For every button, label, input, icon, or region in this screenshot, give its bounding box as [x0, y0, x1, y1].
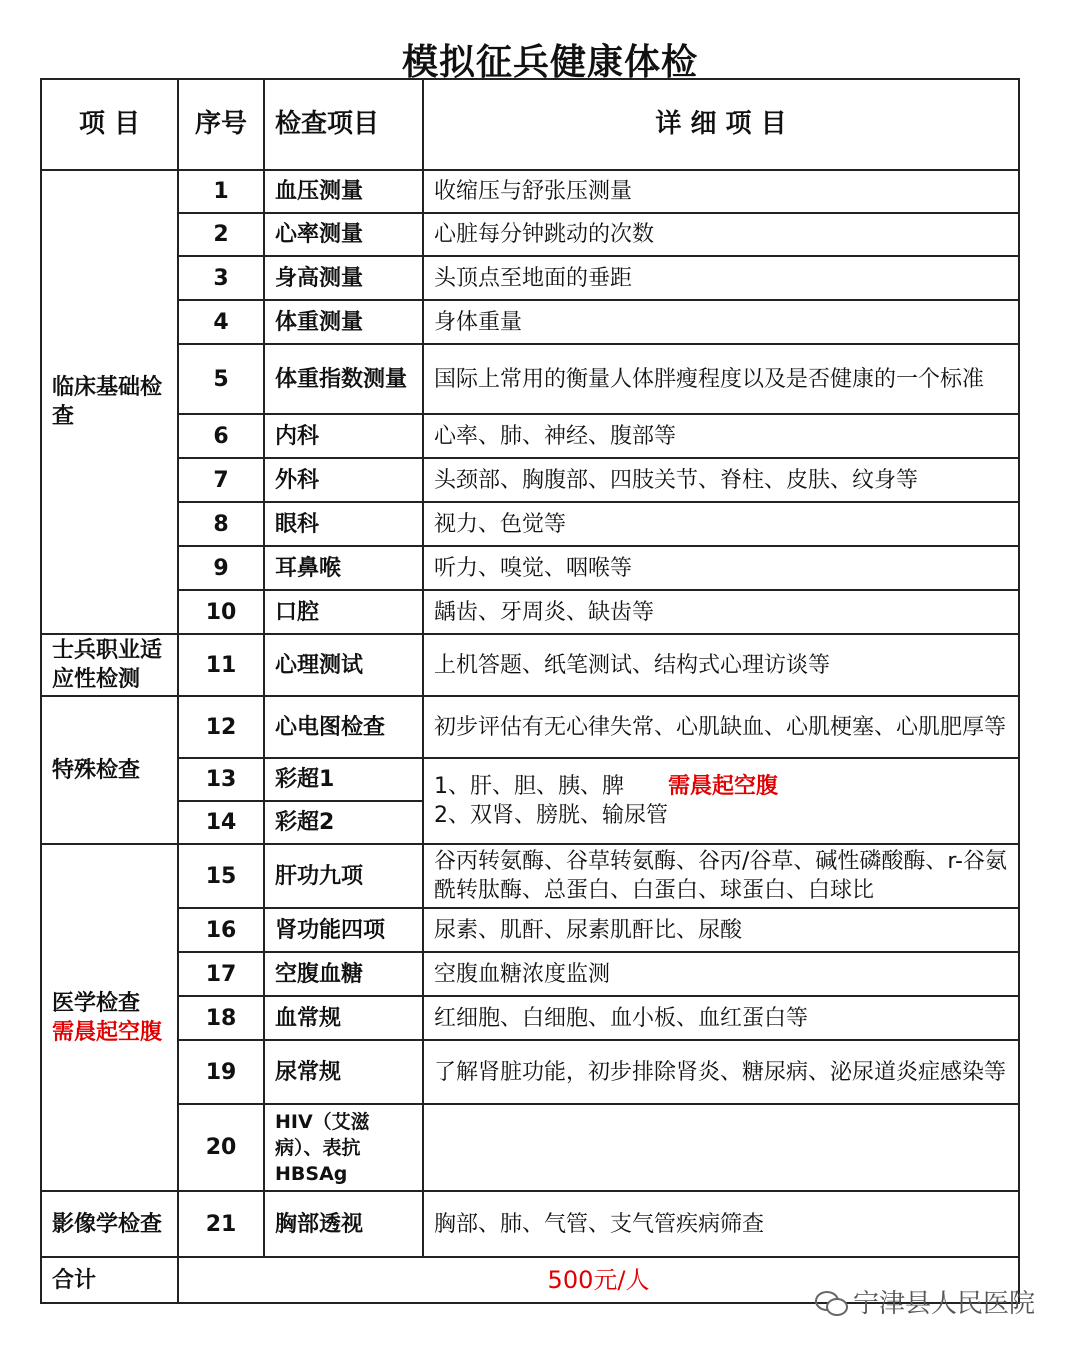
category-clinical: 临床基础检查 [41, 170, 178, 634]
row-item: 身高测量 [264, 256, 423, 300]
row-detail: 听力、嗅觉、咽喉等 [423, 546, 1019, 590]
table-row [41, 996, 1019, 1040]
row-item: 血常规 [264, 996, 423, 1040]
total-label: 合计 [41, 1257, 178, 1303]
row-number: 13 [178, 758, 264, 801]
row-item: 体重指数测量 [264, 344, 423, 414]
ultrasound-detail-1: 1、肝、胆、胰、脾 [434, 774, 624, 799]
row-item: 血压测量 [264, 170, 423, 213]
row-item: 耳鼻喉 [264, 546, 423, 590]
row-detail: 视力、色觉等 [423, 502, 1019, 546]
page-title: 模拟征兵健康体检 [401, 42, 698, 83]
row-number: 21 [178, 1191, 264, 1257]
row-item: HIV（艾滋病）、表抗HBSAg [264, 1104, 423, 1191]
row-detail: 初步评估有无心律失常、心肌缺血、心肌梗塞、心肌肥厚等 [423, 696, 1019, 758]
row-item: 尿常规 [264, 1040, 423, 1104]
row-detail: 红细胞、白细胞、血小板、血红蛋白等 [423, 996, 1019, 1040]
row-detail: 上机答题、纸笔测试、结构式心理访谈等 [423, 634, 1019, 696]
row-detail: 头颈部、胸腹部、四肢关节、脊柱、皮肤、纹身等 [423, 458, 1019, 502]
table-row [41, 546, 1019, 590]
table-row [41, 213, 1019, 256]
row-item: 眼科 [264, 502, 423, 546]
row-item: 心电图检查 [264, 696, 423, 758]
row-item: 口腔 [264, 590, 423, 634]
health-check-table [40, 78, 1020, 1304]
table-row [41, 908, 1019, 952]
category-imaging: 影像学检查 [41, 1191, 178, 1257]
header-category: 项 目 [41, 79, 178, 170]
table-row [41, 300, 1019, 344]
table-row [41, 256, 1019, 300]
category-medical-label: 医学检查 [52, 990, 141, 1016]
row-detail: 身体重量 [423, 300, 1019, 344]
table-row [41, 1040, 1019, 1104]
table-row [41, 590, 1019, 634]
row-item: 心率测量 [264, 213, 423, 256]
row-number: 17 [178, 952, 264, 996]
category-medical [41, 844, 178, 1191]
ultrasound-detail-2: 2、双肾、膀胱、输尿管 [434, 803, 668, 828]
row-item: 心理测试 [264, 634, 423, 696]
category-aptitude: 士兵职业适应性检测 [41, 634, 178, 696]
total-value: 500元/人 [178, 1257, 1019, 1303]
header-item: 检查项目 [264, 79, 423, 170]
row-detail: 头顶点至地面的垂距 [423, 256, 1019, 300]
row-detail: 空腹血糖浓度监测 [423, 952, 1019, 996]
row-detail: 心率、肺、神经、腹部等 [423, 414, 1019, 458]
row-item: 彩超2 [264, 801, 423, 844]
table-row [41, 758, 1019, 801]
row-item: 肝功九项 [264, 844, 423, 908]
row-number: 1 [178, 170, 264, 213]
table-row [41, 458, 1019, 502]
row-number: 2 [178, 213, 264, 256]
row-number: 20 [178, 1104, 264, 1191]
row-detail: 心脏每分钟跳动的次数 [423, 213, 1019, 256]
row-item: 肾功能四项 [264, 908, 423, 952]
watermark-text: 宁津县人民医院 [853, 1289, 1036, 1319]
row-number: 10 [178, 590, 264, 634]
row-item: 彩超1 [264, 758, 423, 801]
row-detail: 尿素、肌酐、尿素肌酐比、尿酸 [423, 908, 1019, 952]
row-number: 6 [178, 414, 264, 458]
row-item: 外科 [264, 458, 423, 502]
table-row [41, 952, 1019, 996]
table-row [41, 696, 1019, 758]
row-item: 空腹血糖 [264, 952, 423, 996]
table-row [41, 344, 1019, 414]
row-number: 3 [178, 256, 264, 300]
row-detail: 谷丙转氨酶、谷草转氨酶、谷丙/谷草、碱性磷酸酶、r-谷氨酰转肽酶、总蛋白、白蛋白、球蛋白、白球比 [423, 844, 1019, 908]
table-row [41, 844, 1019, 908]
ultrasound-line-1 [434, 772, 1008, 801]
watermark [815, 1283, 1035, 1320]
table-row [41, 502, 1019, 546]
row-detail: 收缩压与舒张压测量 [423, 170, 1019, 213]
row-number: 19 [178, 1040, 264, 1104]
table-row [41, 1104, 1019, 1191]
row-number: 16 [178, 908, 264, 952]
category-special: 特殊检查 [41, 696, 178, 844]
row-item: 胸部透视 [264, 1191, 423, 1257]
row-detail: 龋齿、牙周炎、缺齿等 [423, 590, 1019, 634]
row-detail: 了解肾脏功能，初步排除肾炎、糖尿病、泌尿道炎症感染等 [423, 1040, 1019, 1104]
table-header-row [41, 79, 1019, 170]
row-item: 内科 [264, 414, 423, 458]
row-number: 5 [178, 344, 264, 414]
wechat-icon [815, 1289, 847, 1315]
row-detail: 国际上常用的衡量人体胖瘦程度以及是否健康的一个标准 [423, 344, 1019, 414]
table-row [41, 414, 1019, 458]
row-number: 7 [178, 458, 264, 502]
header-detail: 详 细 项 目 [423, 79, 1019, 170]
row-number: 11 [178, 634, 264, 696]
category-medical-note: 需晨起空腹 [52, 1019, 163, 1045]
row-number: 8 [178, 502, 264, 546]
row-number: 4 [178, 300, 264, 344]
header-number: 序号 [178, 79, 264, 170]
row-number: 14 [178, 801, 264, 844]
row-number: 15 [178, 844, 264, 908]
table-row [41, 1191, 1019, 1257]
row-detail-ultrasound [423, 758, 1019, 844]
row-item: 体重测量 [264, 300, 423, 344]
table-row [41, 634, 1019, 696]
row-number: 12 [178, 696, 264, 758]
row-number: 9 [178, 546, 264, 590]
row-detail [423, 1104, 1019, 1191]
table-row [41, 170, 1019, 213]
row-number: 18 [178, 996, 264, 1040]
row-detail: 胸部、肺、气管、支气管疾病筛查 [423, 1191, 1019, 1257]
fasting-note: 需晨起空腹 [668, 774, 779, 799]
